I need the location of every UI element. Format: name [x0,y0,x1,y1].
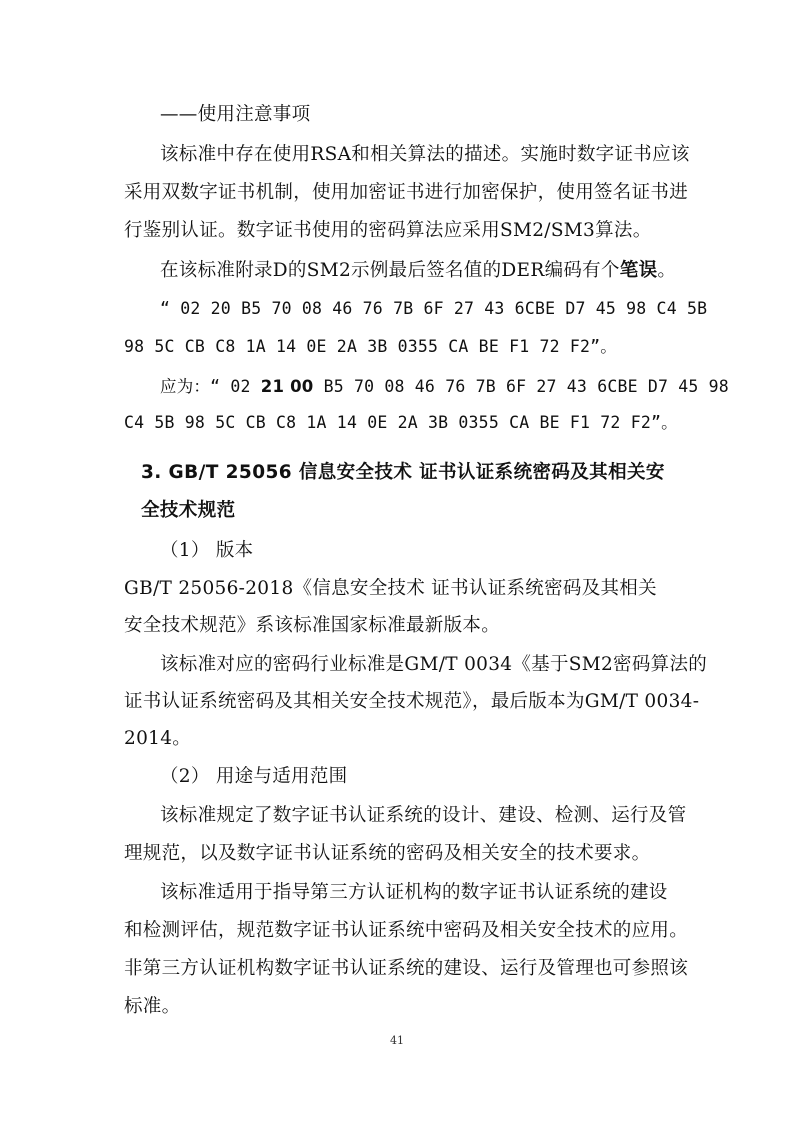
paragraph-line: 行鉴别认证。数字证书使用的密码算法应采用SM2/SM3算法。 [124,220,652,241]
paragraph-line: 非第三方认证机构数字证书认证系统的建设、运行及管理也可参照该 [124,958,689,979]
paragraph-line: 该标准对应的密码行业标准是GM/T 0034《基于SM2密码算法的 [160,654,708,675]
paragraph-line: 安全技术规范》系该标准国家标准最新版本。 [124,615,501,636]
section-title-cont: 全技术规范 [141,500,236,521]
paragraph-line: 2014。 [124,728,192,749]
erratum-text: 在该标准附录D的SM2示例最后签名值的DER编码有个 [160,260,620,281]
wrong-encoding-line: 98 5C CB C8 1A 14 0E 2A 3B 0355 CA BE F1 72 F2”。 [124,337,617,356]
paragraph-line: 和检测评估，规范数字证书认证系统中密码及相关安全技术的应用。 [124,920,689,941]
paragraph-line: 该标准中存在使用RSA和相关算法的描述。实施时数字证书应该 [160,144,690,165]
erratum-emphasis: 笔误 [619,260,658,281]
paragraph-line: 该标准规定了数字证书认证系统的设计、建设、检测、运行及管 [160,805,687,826]
page-number: 41 [390,1034,404,1047]
paragraph-line: 理规范，以及数字证书认证系统的密码及相关安全的技术要求。 [124,843,651,864]
paragraph-line: 标准。 [124,996,181,1017]
paragraph-line: 证书认证系统密码及其相关安全技术规范》，最后版本为GM/T 0034- [124,691,700,712]
paragraph-line: GB/T 25056-2018《信息安全技术 证书认证系统密码及其相关 [124,578,657,599]
correct-encoding-line: C4 5B 98 5C CB C8 1A 14 0E 2A 3B 0355 CA BE F1 72 F2”。 [124,413,678,432]
paragraph-line: 采用双数字证书机制，使用加密证书进行加密保护，使用签名证书进 [124,182,689,203]
paragraph-line: 该标准适用于指导第三方认证机构的数字证书认证系统的建设 [160,882,668,903]
correct-encoding-fix: 21 00 [260,377,314,396]
wrong-encoding-line: “ 02 20 B5 70 08 46 76 7B 6F 27 43 6CBE D7 45 98 C4 5B [160,299,708,318]
correct-encoding-line [160,375,729,399]
erratum-note [160,259,676,283]
subsection-label: （1） 版本 [160,540,254,561]
correct-encoding-rest: B5 70 08 46 76 7B 6F 27 43 6CBE D7 45 98 [313,377,729,396]
notes-heading: ——使用注意事项 [160,104,311,125]
section-title: 3. GB/T 25056 信息安全技术 证书认证系统密码及其相关安 [141,462,665,483]
erratum-end: 。 [657,260,677,281]
subsection-label: （2） 用途与适用范围 [160,766,348,787]
correct-encoding-prefix: 应为：“ 02 [160,377,261,396]
